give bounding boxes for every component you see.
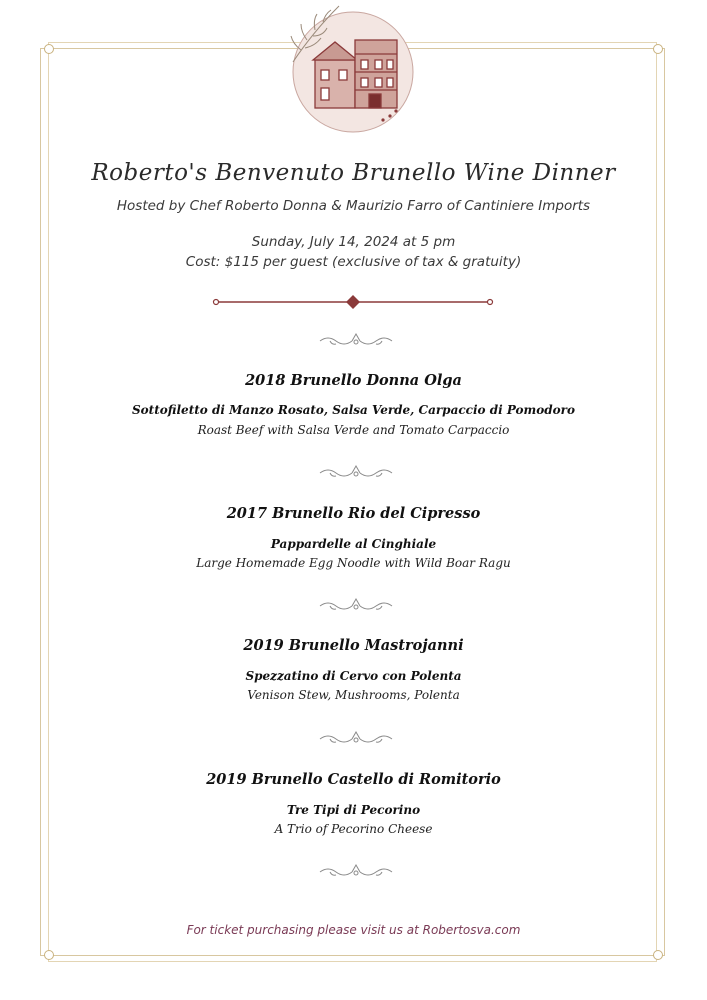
dish-english: Large Homemade Egg Noodle with Wild Boar Ragu xyxy=(196,556,511,570)
corner-ornament-icon xyxy=(44,44,54,54)
dish-italian: Pappardelle al Cinghiale xyxy=(270,537,437,551)
wine-name: 2019 Brunello Castello di Romitorio xyxy=(206,771,501,788)
flourish-ornament-icon xyxy=(318,333,394,347)
flourish-ornament-icon xyxy=(318,598,394,612)
wine-name: 2018 Brunello Donna Olga xyxy=(245,372,462,389)
wine-name: 2017 Brunello Rio del Cipresso xyxy=(226,505,481,522)
host-line: Hosted by Chef Roberto Donna & Maurizio Farro of Cantiniere Imports xyxy=(116,198,591,214)
corner-ornament-icon xyxy=(653,950,663,960)
flourish-ornament-icon xyxy=(318,864,394,878)
dish-italian: Sottofiletto di Manzo Rosato, Salsa Verde, Carpaccio di Pomodoro xyxy=(132,403,575,417)
flourish-ornament-icon xyxy=(318,465,394,479)
corner-ornament-icon xyxy=(653,44,663,54)
flourish-ornament-icon xyxy=(318,731,394,745)
page-title: Roberto's Benvenuto Brunello Wine Dinner xyxy=(91,160,616,186)
dish-italian: Tre Tipi di Pecorino xyxy=(286,803,421,817)
restaurant-sketch-logo xyxy=(283,2,423,138)
event-date: Sunday, July 14, 2024 at 5 pm xyxy=(251,234,456,250)
dish-english: Roast Beef with Salsa Verde and Tomato Carpaccio xyxy=(197,423,510,437)
ticket-purchase-note: For ticket purchasing please visit us at Robertosva.com xyxy=(186,923,521,937)
corner-ornament-icon xyxy=(44,950,54,960)
dish-italian: Spezzatino di Cervo con Polenta xyxy=(245,669,462,683)
dish-english: Venison Stew, Mushrooms, Polenta xyxy=(247,688,460,702)
diamond-divider-icon xyxy=(212,294,494,310)
wine-name: 2019 Brunello Mastrojanni xyxy=(243,637,464,654)
event-cost: Cost: $115 per guest (exclusive of tax & gratuity) xyxy=(185,254,522,270)
dish-english: A Trio of Pecorino Cheese xyxy=(274,822,433,836)
